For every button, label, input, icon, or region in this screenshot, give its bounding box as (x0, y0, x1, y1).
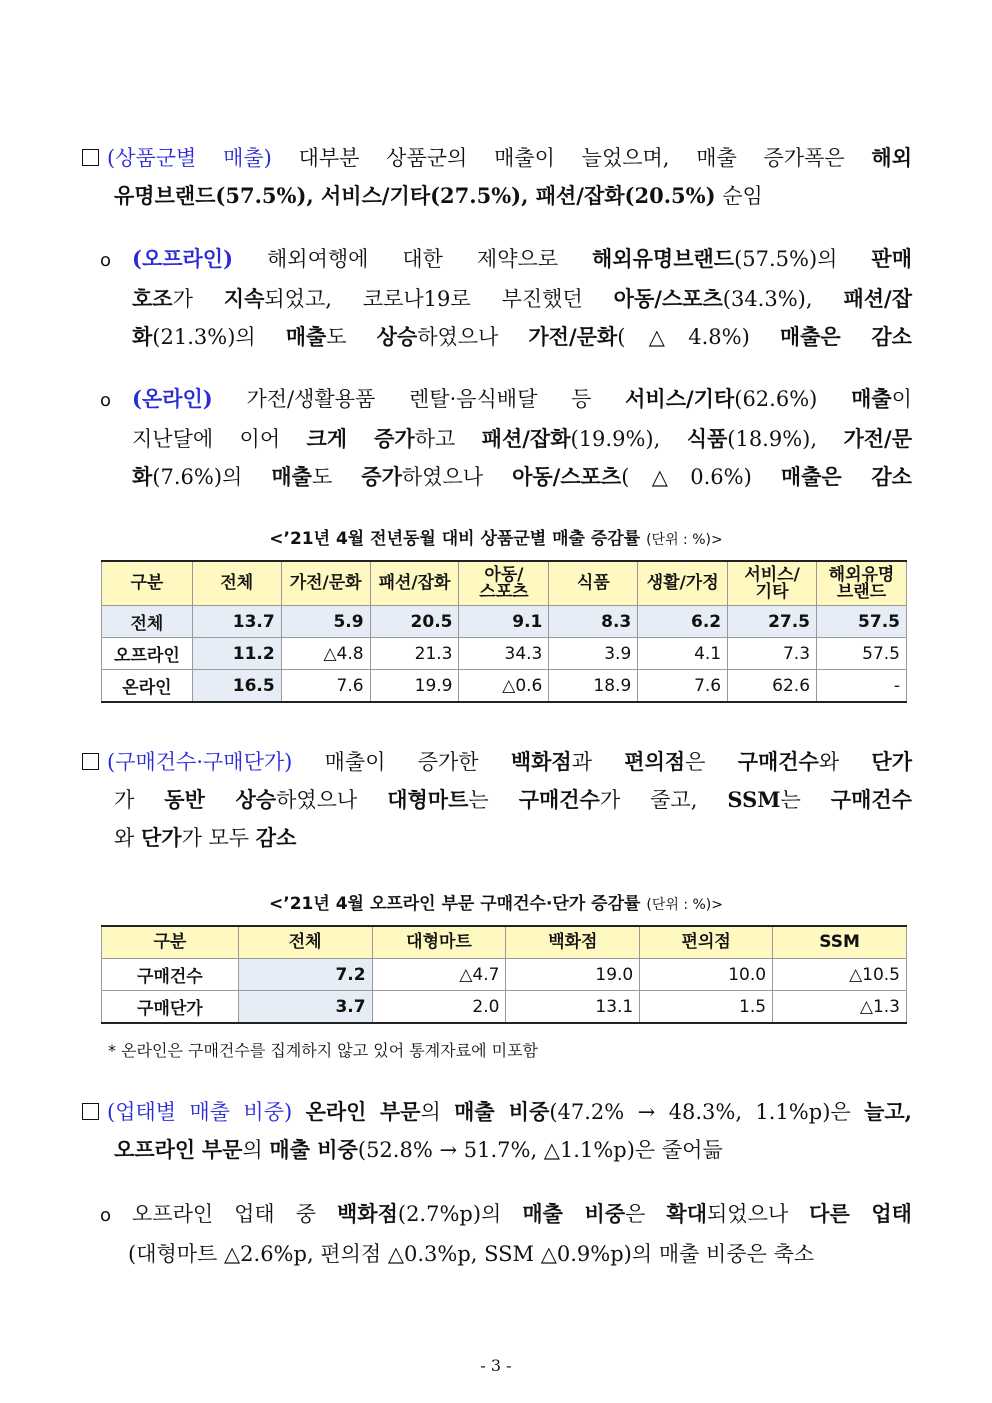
cell: △4.8 (281, 638, 370, 670)
table-footnote: * 온라인은 구매건수를 집계하지 않고 있어 통계자료에 미포함 (108, 1041, 539, 1060)
cell: 13.1 (506, 991, 640, 1024)
cell: 2.0 (372, 991, 506, 1024)
cell: △1.3 (773, 991, 907, 1024)
table-row (102, 991, 907, 1024)
cell: 5.9 (281, 606, 370, 638)
table1-caption: <’21년 4월 전년동월 대비 상품군별 매출 증감률 (단위 : %)> (269, 529, 723, 549)
page-number: - 3 - (480, 1356, 512, 1375)
table-row (102, 670, 907, 703)
cell: 6.2 (638, 606, 728, 638)
section-sales-by-category: (상품군별 매출) 대부분 상품군의 매출이 늘었으며, 매출 증가폭은 해외 유명브랜드(57.5%), 서비스/기타(27.5%), 패션/잡화(20.5%) 순임 (82, 139, 912, 215)
cell: 18.9 (549, 670, 638, 703)
cell: △4.7 (372, 959, 506, 991)
cell: △0.6 (459, 670, 549, 703)
cell: 11.2 (192, 638, 281, 670)
table-row (102, 638, 907, 670)
section-purchase-count-price: (구매건수·구매단가) 매출이 증가한 백화점과 편의점은 구매건수와 단가 가 동반 상승하였으나 대형마트는 구매건수가 줄고, SSM는 구매건수 와 단가가 모두 감소 (82, 743, 912, 857)
cell: 19.0 (506, 959, 640, 991)
cell: 7.6 (281, 670, 370, 703)
cell: 34.3 (459, 638, 549, 670)
cell: 9.1 (459, 606, 549, 638)
bullet-offline: o (오프라인) 해외여행에 대한 제약으로 해외유명브랜드(57.5%)의 판매 호조가 지속되었고, 코로나19로 부진했던 아동/스포츠(34.3%), 패션/잡 화(21.3%)의 매출도 상승하였으나 가전/문화(△4.8%) 매출은 감소 (100, 240, 912, 356)
cell: 7.6 (638, 670, 728, 703)
header-cell: 전체 (238, 926, 372, 959)
table2-caption: <’21년 4월 오프라인 부문 구매건수·단가 증감률 (단위 : %)> (269, 894, 723, 914)
header-cell: 가전/문화 (281, 561, 370, 606)
header-cell: 구분 (102, 926, 239, 959)
circle-bullet-icon: o (100, 390, 112, 411)
section-sales-share-by-format: (업태별 매출 비중) 온라인 부문의 매출 비중(47.2% → 48.3%, 1.1%p)은 늘고, 오프라인 부문의 매출 비중(52.8% → 51.7%, △1.1%p)은 줄어듦 (82, 1093, 912, 1169)
sales-by-category-table (101, 560, 907, 703)
table-row (102, 959, 907, 991)
cell: 27.5 (728, 606, 817, 638)
table-row (102, 606, 907, 638)
cell: 21.3 (370, 638, 459, 670)
circle-bullet-icon: o (100, 250, 112, 271)
row-label: 전체 (102, 606, 193, 638)
cell: △10.5 (773, 959, 907, 991)
header-cell: 대형마트 (372, 926, 506, 959)
cell: 57.5 (817, 606, 907, 638)
cell: 7.2 (238, 959, 372, 991)
cell: 57.5 (817, 638, 907, 670)
bullet-online: o (온라인) 가전/생활용품 렌탈·음식배달 등 서비스/기타(62.6%) 매출이 지난달에 이어 크게 증가하고 패션/잡화(19.9%), 식품(18.9%), 가전/문 화(7.6%)의 매출도 증가하였으나 아동/스포츠(△0.6%) 매출은 감소 (100, 380, 912, 496)
bullet-offline-share: o 오프라인 업태 중 백화점(2.7%p)의 매출 비중은 확대되었으나 다른 업태 (대형마트 △2.6%p, 편의점 △0.3%p, SSM △0.9%p)의 매출 비중은 축소 (100, 1195, 912, 1273)
square-bullet-icon (82, 149, 99, 166)
row-label: 구매단가 (102, 991, 239, 1024)
cell: 3.9 (549, 638, 638, 670)
cell: 10.0 (640, 959, 773, 991)
header-cell: 편의점 (640, 926, 773, 959)
table-header-row (102, 926, 907, 959)
cell: 8.3 (549, 606, 638, 638)
header-cell: 백화점 (506, 926, 640, 959)
row-label: 오프라인 (102, 638, 193, 670)
cell: - (817, 670, 907, 703)
cell: 19.9 (370, 670, 459, 703)
purchase-count-price-table (101, 925, 907, 1024)
header-cell: 패션/잡화 (370, 561, 459, 606)
header-cell: 아동/ 스포츠 (459, 561, 549, 606)
header-cell: 전체 (192, 561, 281, 606)
header-cell: 생활/가정 (638, 561, 728, 606)
circle-bullet-icon: o (100, 1205, 112, 1226)
cell: 3.7 (238, 991, 372, 1024)
cell: 16.5 (192, 670, 281, 703)
square-bullet-icon (82, 1103, 99, 1120)
header-cell: SSM (773, 926, 907, 959)
cell: 13.7 (192, 606, 281, 638)
header-cell: 해외유명 브랜드 (817, 561, 907, 606)
header-cell: 서비스/ 기타 (728, 561, 817, 606)
cell: 1.5 (640, 991, 773, 1024)
cell: 20.5 (370, 606, 459, 638)
section-tag: (상품군별 매출) (107, 146, 272, 170)
row-label: 구매건수 (102, 959, 239, 991)
table-header-row (102, 561, 907, 606)
row-label: 온라인 (102, 670, 193, 703)
header-cell: 식품 (549, 561, 638, 606)
cell: 62.6 (728, 670, 817, 703)
cell: 7.3 (728, 638, 817, 670)
square-bullet-icon (82, 753, 99, 770)
cell: 4.1 (638, 638, 728, 670)
header-cell: 구분 (102, 561, 193, 606)
